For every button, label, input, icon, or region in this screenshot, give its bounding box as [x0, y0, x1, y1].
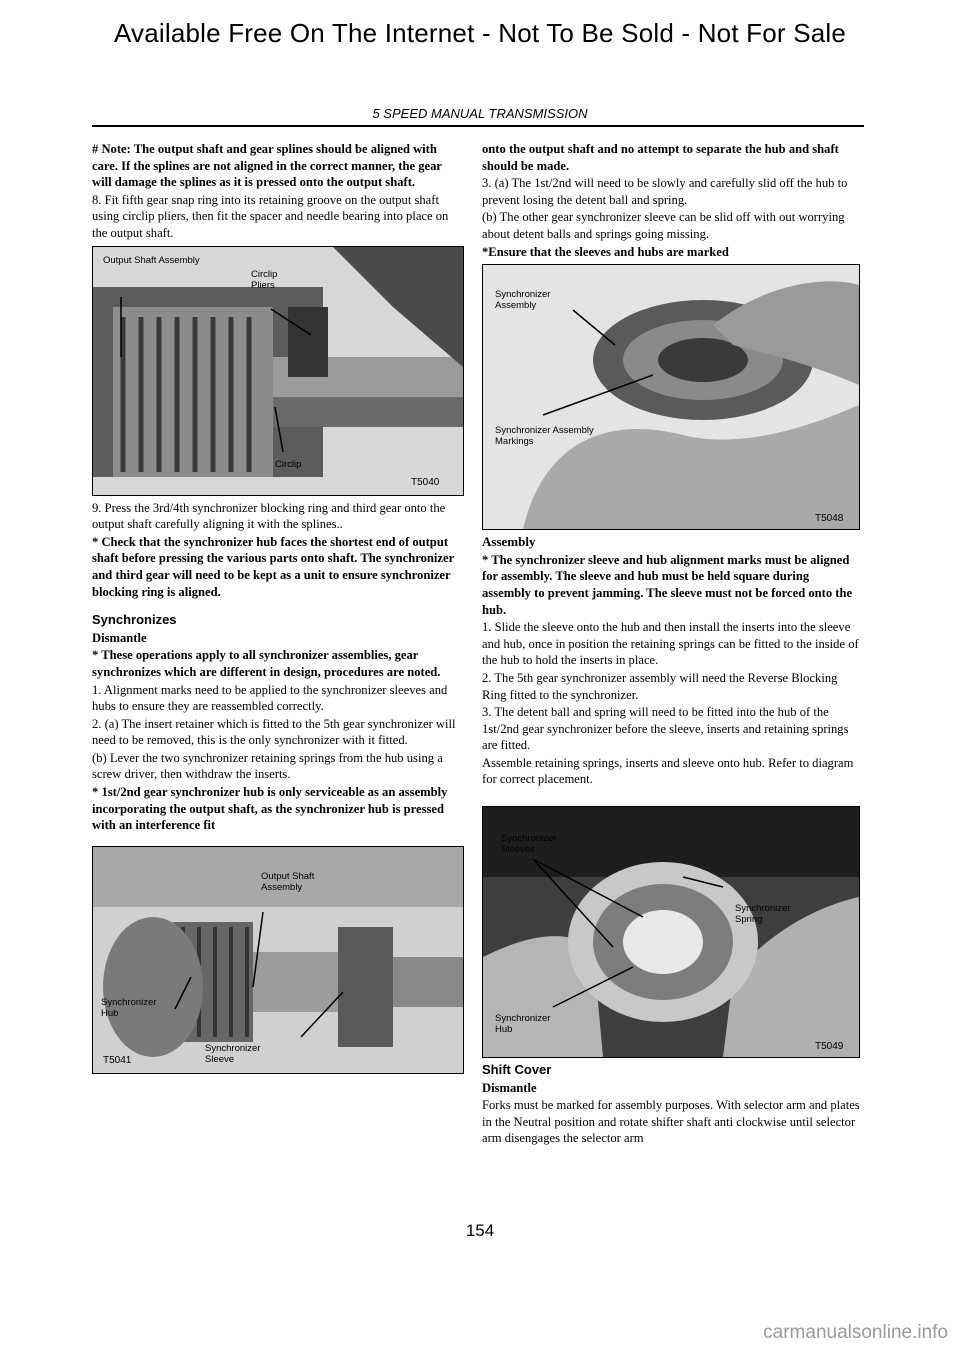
label-synchronizer-assembly: Synchronizer Assembly	[495, 289, 551, 312]
step-3a: 3. (a) The 1st/2nd will need to be slowly and carefully slid off the hub to prevent losing the detent ball and spring.	[482, 176, 848, 207]
figure-code-3: T5048	[815, 513, 844, 525]
label-synchronizer-hub-2: Synchronizer Hub	[495, 1013, 551, 1036]
figure-t5048	[482, 264, 860, 530]
assemble-retaining-springs: Assemble retaining springs, inserts and sleeve onto hub. Refer to diagram for correct placement.	[482, 755, 854, 787]
note-synchronizer-operations: * These operations apply to all synchronizer assemblies, gear synchronizes which are different in design, procedures are noted.	[92, 648, 441, 679]
step-2b-lever-springs: (b) Lever the two synchronizer retaining springs from the hub using a screw driver, then withdraw the inserts.	[92, 750, 443, 782]
page-number: 154	[465, 1221, 495, 1240]
figure-code-4: T5049	[815, 1041, 844, 1053]
check-synchronizer-hub: * Check that the synchronizer hub faces the shortest end of output shaft before pressing the various parts onto shaft. The synchronizer and third gear will need to be kept as a unit to ensure synchronizer blocking ring is aligned.	[92, 534, 454, 599]
label-synchronizer-hub: Synchronizer Hub	[101, 996, 157, 1019]
label-synchronizer-assembly-markings: Synchronizer Assembly Markings	[495, 425, 594, 448]
note-output-shaft: # Note: The output shaft and gear splines should be aligned with care. If the splines are not aligned in the correct manner, the gear will damage the splines as it is pressed onto the output shaft.	[92, 142, 442, 190]
heading-synchronizes: Synchronizes	[92, 612, 177, 628]
page-banner: Available Free On The Internet - Not To Be Sold - Not For Sale	[113, 18, 847, 48]
forks-marked: Forks must be marked for assembly purposes. With selector arm and plates in the Neutral position and rotate shifter shaft anti clockwise until selector arm disengages the selector arm	[482, 1098, 860, 1146]
ensure-marked: *Ensure that the sleeves and hubs are marked	[482, 244, 729, 259]
label-synchronizer-sleeve: Synchronizer Sleeve	[205, 1042, 261, 1065]
label-circlip: Circlip	[275, 458, 302, 470]
heading-dismantle-2: Dismantle	[482, 1080, 537, 1095]
assembly-step-1: 1. Slide the sleeve onto the hub and then install the inserts into the sleeve and hub, once in position the retaining springs can be fitted to the inside of the hub to hold the inserts in place.	[482, 620, 859, 668]
right-column	[482, 141, 860, 1148]
heading-assembly: Assembly	[482, 534, 536, 550]
left-column	[92, 141, 464, 1078]
figure-code-2: T5041	[103, 1054, 132, 1066]
note-1st-2nd-hub: * 1st/2nd gear synchronizer hub is only serviceable as an assembly incorporating the output shaft, as the synchronizer hub is pressed with an interference fit	[92, 785, 448, 833]
figure-t5049	[482, 806, 860, 1058]
label-circlip-pliers: Circlip Pliers	[251, 268, 278, 291]
label-output-shaft-assembly: Output Shaft Assembly	[103, 254, 200, 266]
label-output-shaft-assembly-2: Output Shaft Assembly	[261, 870, 315, 893]
watermark: carmanualsonline.info	[763, 1322, 948, 1343]
label-synchronizer-spring: Synchronizer Spring	[735, 903, 791, 926]
section-title: 5 SPEED MANUAL TRANSMISSION	[372, 106, 588, 121]
heading-dismantle: Dismantle	[92, 630, 147, 645]
figure-t5041	[92, 846, 464, 1074]
note-alignment-marks: * The synchronizer sleeve and hub alignment marks must be aligned for assembly. The sleeve and hub must be held square during assembly to prevent jamming. The sleeve must not be forced onto the hub.	[482, 552, 853, 617]
figure-t5040	[92, 246, 464, 496]
label-synchronizer-sleeves: Synchronizer Sleeves	[501, 833, 557, 856]
step-8: 8. Fit fifth gear snap ring into its retaining groove on the output shaft using circlip pliers, then fit the spacer and needle bearing into place on the output shaft.	[92, 192, 449, 240]
step-9: 9. Press the 3rd/4th synchronizer blocking ring and third gear onto the output shaft carefully aligning it with the splines..	[92, 500, 446, 532]
figure-code: T5040	[411, 476, 440, 488]
step-2a-insert-retainer: 2. (a) The insert retainer which is fitted to the 5th gear synchronizer will need to be removed, this is the only synchronizer with it fitted.	[92, 716, 456, 748]
step-1-alignment: 1. Alignment marks need to be applied to the synchronizer sleeves and hubs to ensure they are reassembled correctly.	[92, 682, 448, 714]
assembly-step-3: 3. The detent ball and spring will need to be fitted into the hub of the 1st/2nd gear synchronizer before the sleeve, inserts and retaining springs are fitted.	[482, 705, 849, 753]
header-rule	[92, 125, 864, 127]
heading-shift-cover: Shift Cover	[482, 1062, 552, 1078]
continued-hub-shaft: onto the output shaft and no attempt to separate the hub and shaft should be made.	[482, 142, 839, 173]
assembly-step-2: 2. The 5th gear synchronizer assembly will need the Reverse Blocking Ring fitted to the synchronizer.	[482, 670, 838, 702]
step-3b: (b) The other gear synchronizer sleeve can be slid off with out worrying about detent balls and springs going missing.	[482, 210, 845, 241]
